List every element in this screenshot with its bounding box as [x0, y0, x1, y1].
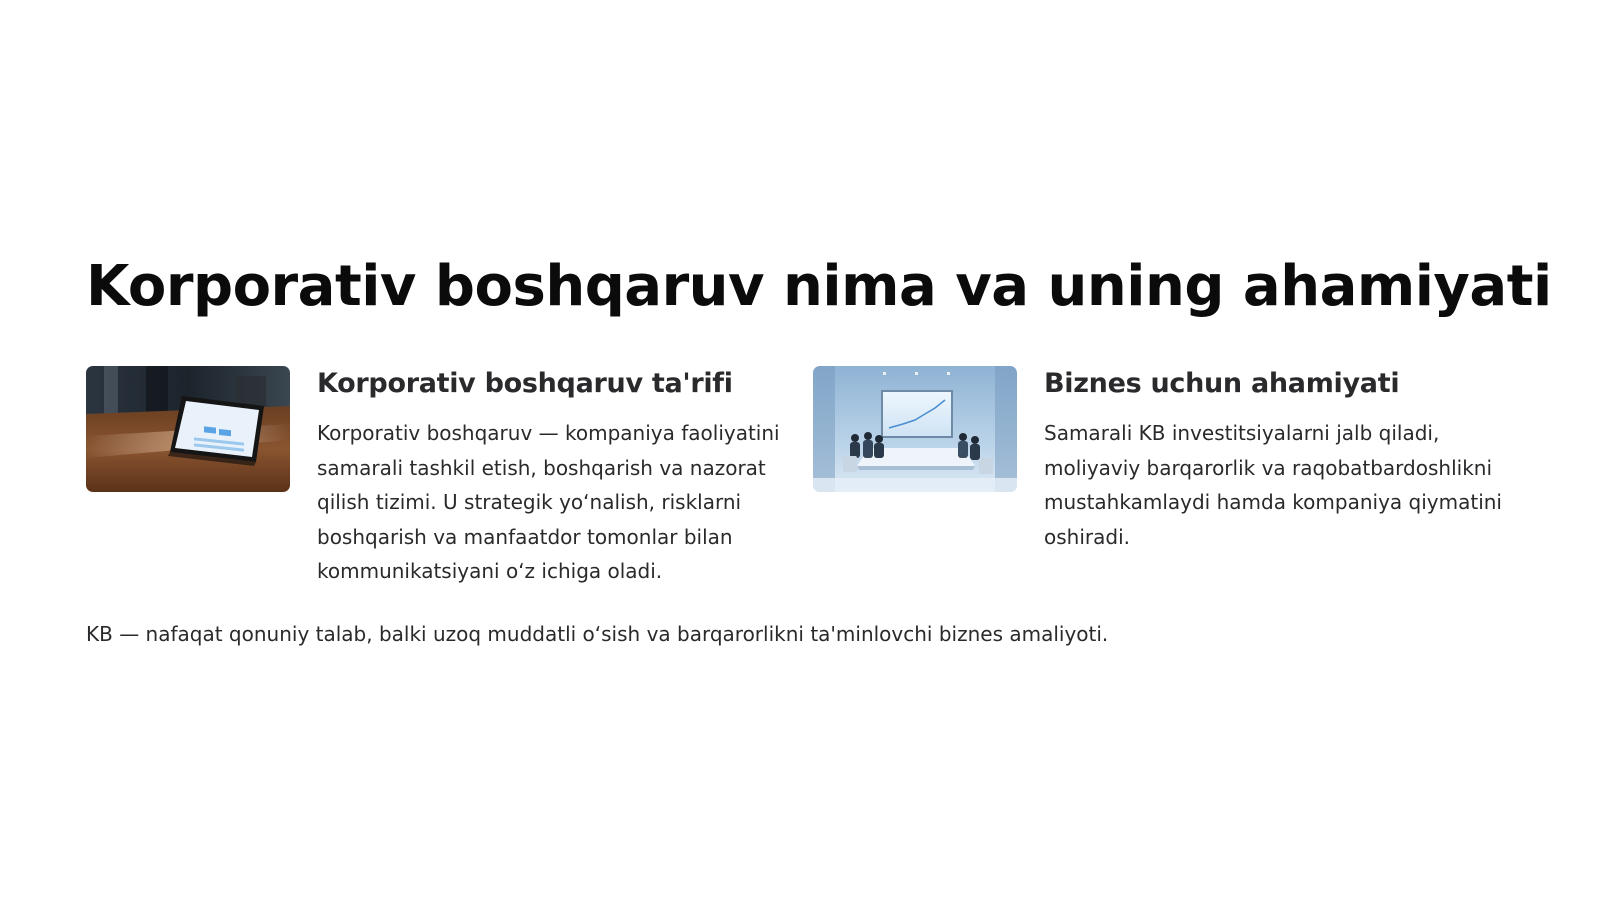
footer-note: KB — nafaqat qonuniy talab, balki uzoq muddatli o‘sish va barqarorlikni ta'minlovchi biznes amaliyoti. — [86, 622, 1109, 646]
business-meeting-image — [813, 366, 1017, 492]
definition-card-body — [317, 366, 797, 589]
tablet-on-table-image — [86, 366, 290, 492]
definition-heading: Korporativ boshqaruv ta'rifi — [317, 368, 733, 399]
importance-text: Samarali KB investitsiyalarni jalb qiladi, moliyaviy barqarorlik va raqobatbardoshlikni mustahkamlaydi hamda kompaniya qiymatini oshiradi. — [1044, 421, 1502, 549]
definition-text: Korporativ boshqaruv — kompaniya faoliyatini samarali tashkil etish, boshqarish va nazorat qilish tizimi. U strategik yo‘nalish, risklarni boshqarish va manfaatdor tomonlar bilan kommunikatsiyani o‘z ichiga oladi. — [317, 421, 780, 583]
importance-card-body — [1044, 366, 1524, 554]
importance-heading: Biznes uchun ahamiyati — [1044, 368, 1400, 399]
slide-title: Korporativ boshqaruv nima va uning ahamiyati — [86, 254, 1552, 319]
